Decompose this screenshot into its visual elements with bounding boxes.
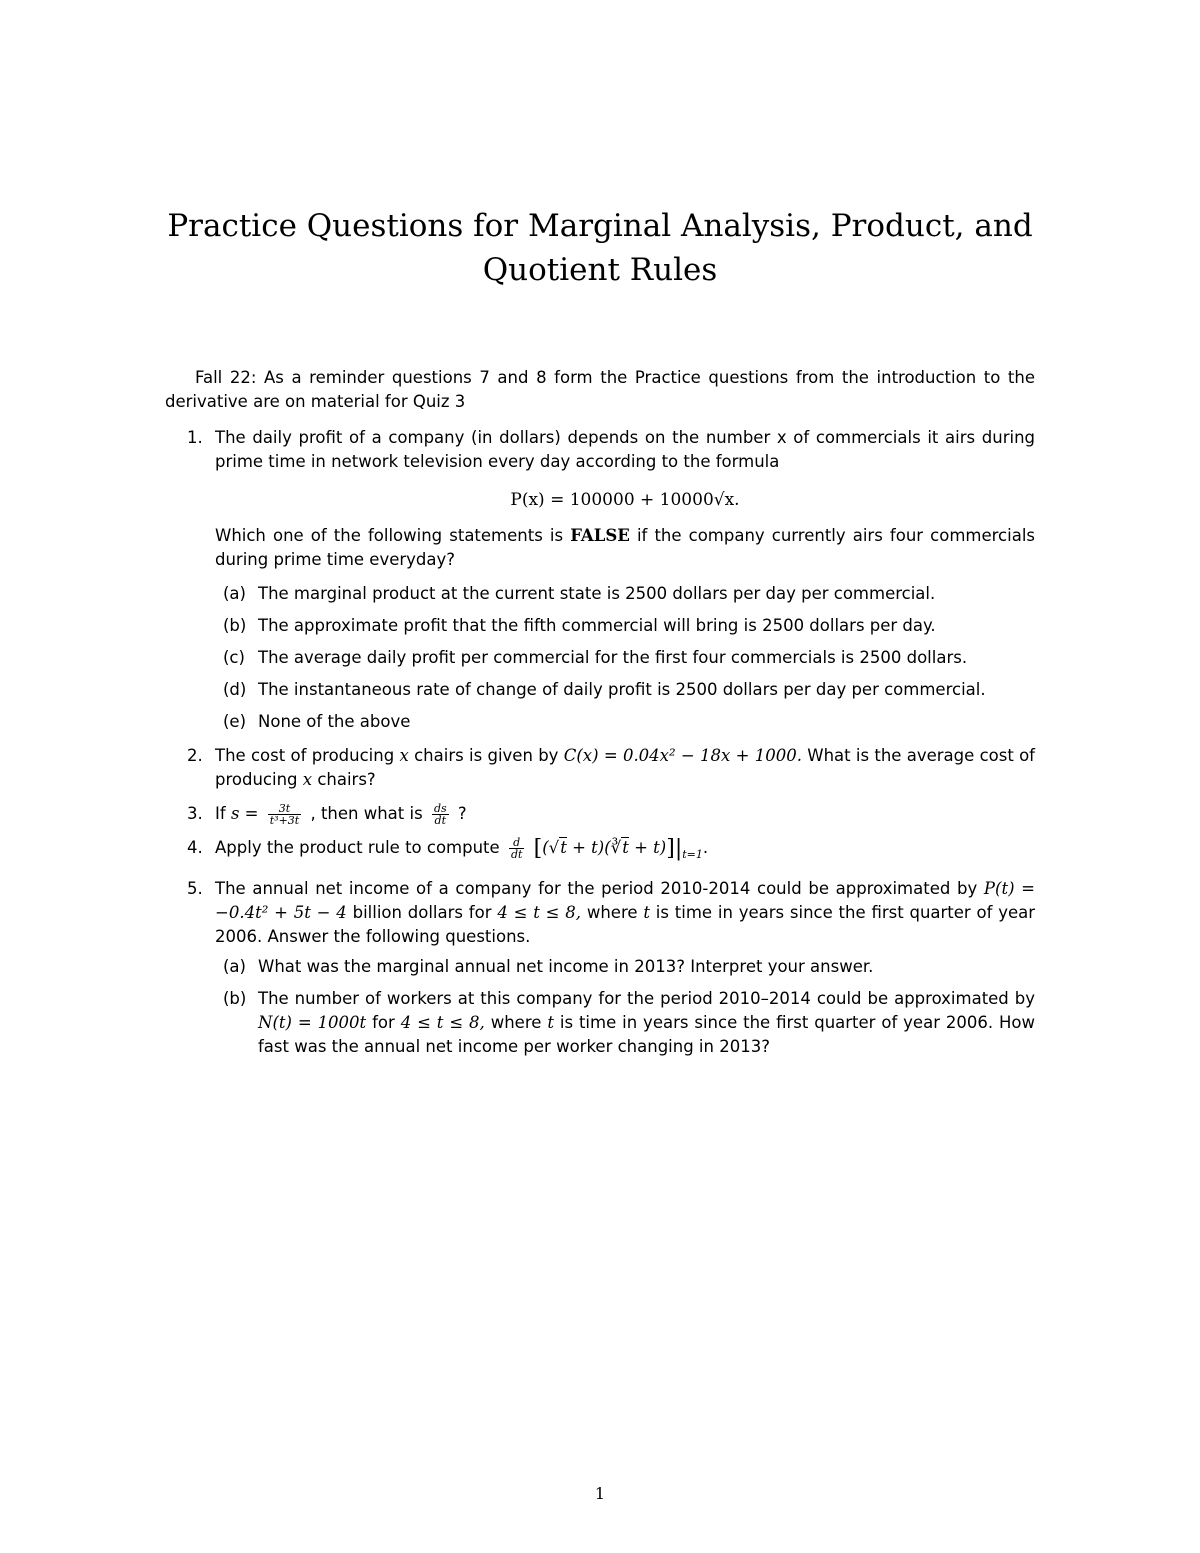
prompt-bold-false: FALSE <box>570 526 630 545</box>
choice-c <box>215 646 1035 670</box>
intro-paragraph: Fall 22: As a reminder questions 7 and 8 form the Practice questions from the introduction to the derivative are on material for Quiz 3 <box>165 368 1035 411</box>
choice-text: The average daily profit per commercial for the first four commercials is 2500 dollars. <box>258 648 968 667</box>
title-line-1: Practice Questions for Marginal Analysis, Product, and <box>167 207 1033 244</box>
choice-text: What was the marginal annual net income in 2013? Interpret your answer. <box>258 957 874 976</box>
document-body <box>165 366 1035 1069</box>
choice-text: The marginal product at the current state is 2500 dollars per day per commercial. <box>258 584 936 603</box>
prompt-before: Which one of the following statements is <box>215 526 564 545</box>
income-formula: P(t) = −0.4t² + 5t − 4 <box>215 879 1036 922</box>
expr-left: (√ <box>542 838 560 857</box>
q2-text-end: chairs? <box>317 770 376 789</box>
choice-letter: (b) <box>223 989 247 1008</box>
q4-end: . <box>702 838 709 857</box>
derivative-denominator: dt <box>510 848 523 861</box>
question-list <box>165 426 1035 1059</box>
q5-var-t: t <box>643 903 650 922</box>
fraction-numerator: 3t <box>268 803 301 815</box>
q5-text-c: where <box>586 903 638 922</box>
choice-letter: (e) <box>223 712 247 731</box>
derivative-denominator: dt <box>434 814 447 827</box>
cost-formula: C(x) = 0.04x² − 18x + 1000. <box>563 746 802 765</box>
derivative-numerator: ds <box>433 802 447 815</box>
q4-expression: [(√t + t)(∛t + $t)]|_{t=1}$ <box>533 836 703 861</box>
q3-derivative <box>432 803 449 826</box>
choice-e <box>215 710 1035 734</box>
choice-text: The instantaneous rate of change of daily profit is 2500 dollars per day per commercial. <box>258 680 986 699</box>
q4-derivative <box>509 837 524 860</box>
q2-var: x <box>399 746 409 765</box>
choice-text-1: The number of workers at this company for the period 2010–2014 could be approximated by <box>258 989 1035 1008</box>
choice-text-2: for <box>372 1013 395 1032</box>
workers-range: 4 ≤ t ≤ 8, <box>400 1013 485 1032</box>
page-number: 1 <box>594 1484 606 1503</box>
q5-text-b: billion dollars for <box>352 903 492 922</box>
question-3 <box>165 802 1035 826</box>
fraction-denominator: t³+3t <box>269 814 300 827</box>
choice-text-4: is time in years since the first quarter of year 2006. How fast was the annual net income per worker changing in 2013? <box>258 1013 1036 1056</box>
question-number: 4. <box>187 838 203 857</box>
q3-lead: If <box>215 804 226 823</box>
question-1-choices <box>215 582 1035 734</box>
choice-text: The approximate profit that the fifth commercial will bring is 2500 dollars per day. <box>258 616 936 635</box>
expr-right: + t) <box>628 838 667 857</box>
choice-letter: (b) <box>223 616 247 635</box>
choice-text-3: where <box>490 1013 542 1032</box>
expr-mid: + t)(∛ <box>566 838 622 857</box>
q5-choice-a <box>215 955 1035 979</box>
q5-text-a: The annual net income of a company for the period 2010-2014 could be approximated by <box>215 879 978 898</box>
q3-fraction <box>268 803 301 826</box>
question-2 <box>165 744 1035 792</box>
q5-choice-b <box>215 987 1035 1059</box>
expr-radicand-2: t <box>622 838 629 857</box>
title-line-2: Quotient Rules <box>482 251 718 288</box>
q5-range: 4 ≤ t ≤ 8, <box>497 903 582 922</box>
derivative-numerator: d <box>509 837 524 849</box>
choice-b <box>215 614 1035 638</box>
eval-point: t=1 <box>682 848 703 861</box>
question-1-text: The daily profit of a company (in dollars) depends on the number x of commercials it airs during prime time in network television every day according to the formula <box>215 428 1035 471</box>
question-number: 3. <box>187 804 203 823</box>
q2-var-2: x <box>302 770 313 789</box>
question-5-choices <box>215 955 1035 1059</box>
question-1-prompt <box>215 524 1035 572</box>
profit-formula: P(x) = 100000 + 10000√x. <box>510 490 740 510</box>
question-number: 5. <box>187 879 203 898</box>
q3-lhs: s = <box>230 804 259 823</box>
question-5 <box>165 877 1035 1059</box>
q3-end: ? <box>457 804 467 823</box>
question-4 <box>165 836 1035 867</box>
q3-mid: , then what is <box>310 804 423 823</box>
prompt-after: if the company currently airs four commercials during prime time everyday? <box>215 526 1035 569</box>
question-number: 1. <box>187 428 203 447</box>
q4-text: Apply the product rule to compute <box>215 838 500 857</box>
q2-text-mid: chairs is given by <box>414 746 559 765</box>
q5b-var-t: t <box>547 1013 554 1032</box>
q5-text-d: is time in years since the first quarter of year 2006. Answer the following questions. <box>215 903 1036 946</box>
q2-text-after: What is the average cost of producing <box>215 746 1035 789</box>
choice-letter: (d) <box>223 680 247 699</box>
page-title <box>100 204 1100 292</box>
question-number: 2. <box>187 746 203 765</box>
workers-formula: N(t) = 1000t <box>258 1013 367 1032</box>
choice-letter: (a) <box>223 957 246 976</box>
expr-radicand-1: t <box>560 838 567 857</box>
choice-a <box>215 582 1035 606</box>
q2-text-before: The cost of producing <box>215 746 395 765</box>
question-1 <box>165 426 1035 734</box>
choice-letter: (c) <box>223 648 245 667</box>
choice-d <box>215 678 1035 702</box>
choice-text: None of the above <box>258 712 411 731</box>
choice-letter: (a) <box>223 584 246 603</box>
